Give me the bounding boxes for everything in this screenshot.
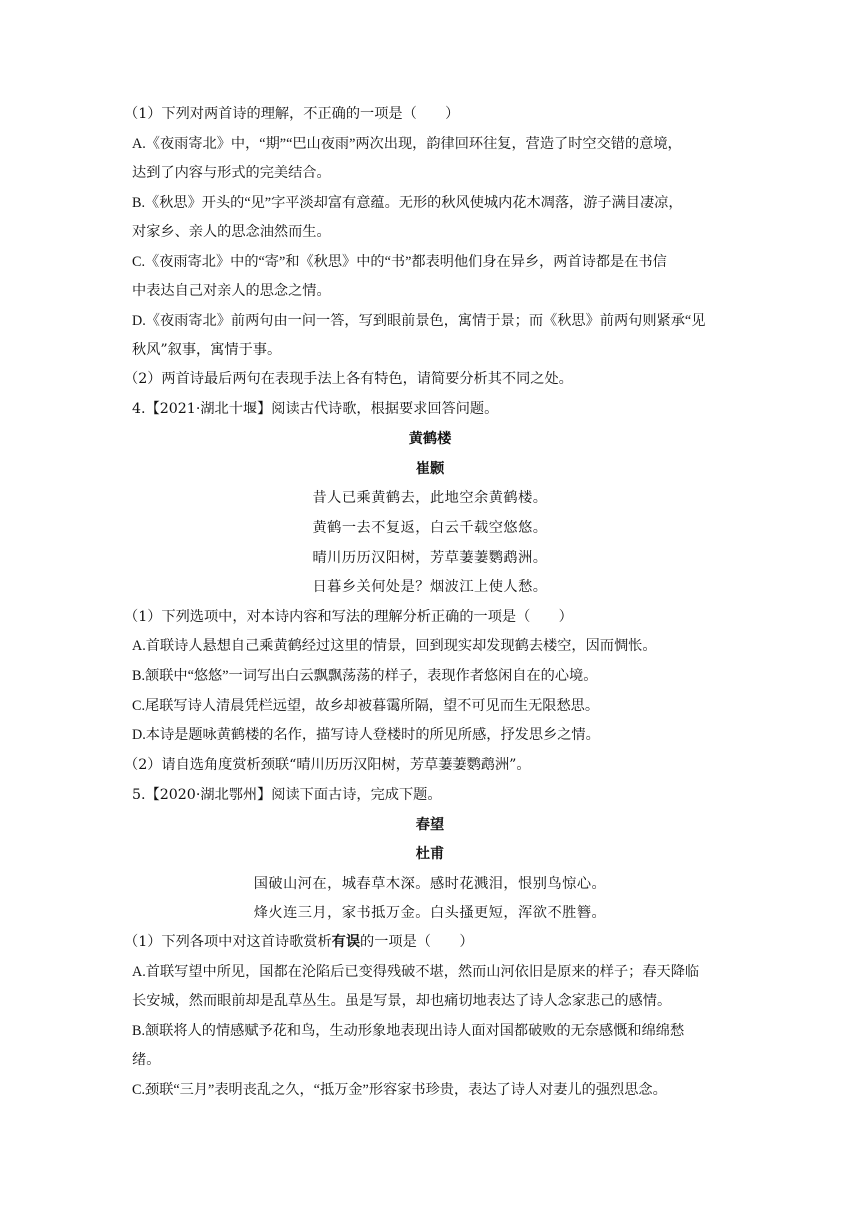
q5-heading: 5.【2020·湖北鄂州】阅读下面古诗，完成下题。	[132, 787, 442, 803]
q5-option-b-line2: 绪。	[132, 1052, 161, 1068]
q5-option-b-line1: B.颔联将人的情感赋予花和鸟，生动形象地表现出诗人面对国都破败的无奈感慨和绵绵愁	[132, 1023, 685, 1039]
q4-poem-line: 晴川历历汉阳树，芳草萋萋鹦鹉洲。	[312, 550, 548, 566]
q5-sub1-text: （1）下列各项中对这首诗歌赏析	[124, 934, 332, 950]
q3-option-c-line1: C.《夜雨寄北》中的“寄”和《秋思》中的“书”都表明他们身在异乡，两首诗都是在书信	[132, 254, 667, 270]
q4-heading: 4.【2021·湖北十堰】阅读古代诗歌，根据要求回答问题。	[132, 401, 499, 417]
q4-option-d: D.本诗是题咏黄鹤楼的名作，描写诗人登楼时的所见所感，抒发思乡之情。	[132, 727, 600, 743]
q5-sub1-text-end: 的一项是（ ）	[360, 934, 474, 950]
q4-poem-line: 黄鹤一去不复返，白云千载空悠悠。	[312, 520, 548, 536]
q3-option-c-line2: 中表达自己对亲人的思念之情。	[132, 283, 331, 299]
q5-poem-title: 春望	[415, 817, 445, 833]
q5-poem-line: 国破山河在，城春草木深。感时花溅泪，恨别鸟惊心。	[253, 876, 607, 892]
q4-option-c: C.尾联写诗人清晨凭栏远望，故乡却被暮霭所隔，望不可见而生无限愁思。	[132, 698, 600, 714]
q5-poem-author: 杜甫	[415, 846, 445, 862]
q4-option-b: B.颔联中“悠悠”一词写出白云飘飘荡荡的样子，表现作者悠闲自在的心境。	[132, 668, 598, 684]
q5-option-a-line2: 长安城，然而眼前却是乱草丛生。虽是写景，却也痛切地表达了诗人念家悲己的感情。	[132, 993, 672, 1009]
q5-option-a-line1: A.首联写望中所见，国都在沦陷后已变得残破不堪，然而山河依旧是原来的样子；春天降临	[132, 964, 700, 980]
q4-poem-title: 黄鹤楼	[408, 431, 452, 447]
q4-sub1: （1）下列选项中，对本诗内容和写法的理解分析正确的一项是（ ）	[124, 609, 573, 625]
q3-option-a-line2: 达到了内容与形式的完美结合。	[132, 165, 331, 181]
q3-option-b-line2: 对家乡、亲人的思念油然而生。	[132, 224, 331, 240]
q5-option-c-line1: C.颈联“三月”表明丧乱之久，“抵万金”形容家书珍贵，表达了诗人对妻儿的强烈思念。	[132, 1082, 667, 1098]
q3-sub2: （2）两首诗最后两句在表现手法上各有特色，请简要分析其不同之处。	[124, 371, 573, 387]
q4-option-a: A.首联诗人悬想自己乘黄鹤经过这里的情景，回到现实却发现鹤去楼空，因而惆怅。	[132, 638, 657, 654]
q4-poem-line: 昔人已乘黄鹤去，此地空余黄鹤楼。	[312, 490, 548, 506]
q3-option-a-line1: A.《夜雨寄北》中，“期”“巴山夜雨”两次出现，韵律回环往复，营造了时空交错的意境，	[132, 136, 682, 152]
q5-poem-line: 烽火连三月，家书抵万金。白头搔更短，浑欲不胜簪。	[253, 905, 607, 921]
q4-poem-author: 崔颢	[415, 461, 445, 477]
q3-option-d-line1: D.《夜雨寄北》前两句由一问一答，写到眼前景色，寓情于景；而《秋思》前两句则紧承“见	[132, 313, 706, 329]
q3-option-d-line2: 秋风”叙事，寓情于事。	[132, 342, 282, 358]
q4-poem-line: 日暮乡关何处是？烟波江上使人愁。	[312, 579, 548, 595]
q3-sub1: （1）下列对两首诗的理解，不正确的一项是（ ）	[124, 106, 460, 122]
q5-sub1	[124, 932, 474, 952]
q4-sub2: （2）请自选角度赏析颈联“晴川历历汉阳树，芳草萋萋鹦鹉洲”。	[124, 757, 531, 773]
q5-sub1-emphasis: 有误	[331, 934, 361, 950]
q3-option-b-line1: B.《秋思》开头的“见”字平淡却富有意蕴。无形的秋风使城内花木凋落，游子满目凄凉，	[132, 195, 683, 211]
